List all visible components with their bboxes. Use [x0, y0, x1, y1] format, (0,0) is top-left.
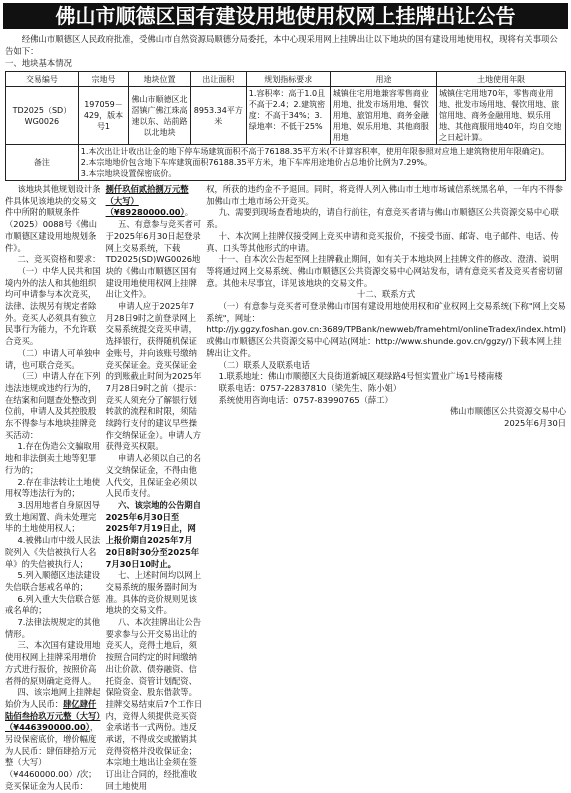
- header-area: 出让面积: [190, 72, 246, 87]
- paragraph: 六、该宗地的公告期自2025年6月30日至2025年7月19日止，网上报价期自2025年7月20日8时30分至2025年7月30日10时止。: [105, 499, 202, 569]
- paragraph: 1.存在伪造公文骗取用地和非法倒卖土地等犯罪行为的；: [5, 441, 101, 475]
- cell-use: 城镇住宅用地兼容零售商业用地、批发市场用地、餐饮用地、旅馆用地、商务金融用地、娱乐用地、其他商服用地: [330, 87, 436, 145]
- paragraph: 申请人应于2025年7月28日9时之前登录网上交易系统提交竞买申请，选择银行，获得随机保证金账号，并向该账号缴纳竞买保证金。竞买保证金的到账截止时间为2025年7月28日9时之前（提示：竞买人须充分了解银行划转款的流程和时限，须陆续跨行支付的建议早些操作交纳保证金）。申请人方获得竞买权限。: [105, 301, 202, 452]
- remarks-label: 备注: [6, 145, 79, 181]
- start-price: 肆亿肆仟陆佰叁拾玖万元整（大写）（¥446390000.00）: [5, 698, 101, 733]
- paragraph: [106, 184, 203, 219]
- header-planning: 规划指标要求: [246, 72, 330, 87]
- paragraph: 十一、自本次公告起至网上挂牌截止期间，如有关于本地块网上挂牌文件的修改、澄清、说明等将通过网上交易系统、佛山市顺德区公共资源交易中心网站发布，请有意竞买者及竞买者密切留意。其他未尽事宜，详见该地块的交易文件。: [206, 254, 563, 288]
- table-header-row: [6, 72, 566, 87]
- paragraph: 3.因用地者自身原因导致土地闲置、尚未处理完毕的土地使用权人；: [5, 499, 101, 534]
- cell-planning: 1.容积率：高于1.0且不高于2.4；2.建筑密度：不高于34%；3.绿地率：不低于25%: [246, 87, 330, 145]
- remark-item: 3.本宗地块设置保密底价。: [80, 169, 177, 178]
- cell-location: 佛山市顺德区北滘镇广佛江珠高速以东、站前路以北地块: [129, 87, 191, 145]
- paragraph: 系统使用咨询电话：0757-83990765（薛工）: [218, 394, 393, 405]
- cell-term: 城镇住宅用地70年，零售商业用地、批发市场用地、餐饮用地、旅馆用地、商务金融用地、娱乐用地、其他商服用地40年，均自交地之日起计算。: [437, 87, 566, 145]
- paragraph: 五、有意参与竞买者可于2025年6月30日起登录网上交易系统，下载TD2025(SD)WG0026地块的《佛山市顺德区国有建设用地使用权网上挂牌出让文件》。: [105, 219, 202, 300]
- paragraph: [5, 687, 102, 792]
- header-use: 用途: [330, 72, 436, 87]
- paragraph: （一）有意参与竞买者可登录佛山市国有建设用地使用权和矿业权网上交易系统(下称"网上交易系统"，网址：http://jy.ggzy.foshan.gov.cn:3689/TPBank/newweb/framehtml/onlineTradex/index.html)或佛山市顺德区公共资源交易中心网站(网址：http://www.shunde.gov.cn/ggzy/)下载本网上挂牌出让文件。: [206, 301, 567, 358]
- paragraph: 6.列入重大失信联合惩戒名单的；: [5, 593, 101, 616]
- column-3: [206, 184, 566, 620]
- remark-item: 1.本次出让计收出让金的地下停车场建筑面积不高于76188.35平方米(不计算容积率，使用年限参照对应地上建筑物使用年限确定)。: [80, 147, 549, 156]
- paragraph: 十、本次网上挂牌仅接受网上竞买申请和竞买报价，不接受书面、邮寄、电子邮件、电话、传真、口头等其他形式的申请。: [206, 230, 559, 253]
- paragraph: 7.法律法规规定的其他情形。: [5, 617, 101, 639]
- header-term: 土地使用年限: [437, 72, 566, 87]
- issuer: 佛山市顺德区公共资源交易中心: [449, 406, 567, 417]
- paragraph: 三、本次国有建设用地使用权网上挂牌采用增价方式进行报价，按照价高者得的原则确定竞得人。: [5, 640, 101, 686]
- parcel-table: [5, 71, 566, 181]
- issue-date: 2025年6月30日: [504, 418, 567, 429]
- paragraph: 该地块其他规划设计条件具体见该地块的交易文件中所附的顺规条件（2025）0088号《佛山市顺德区建设用地规划条件》。: [5, 184, 101, 253]
- paragraph: 十二、联系方式: [357, 289, 416, 300]
- page-title: 佛山市顺德区国有建设用地使用权网上挂牌出让公告: [3, 3, 568, 29]
- paragraph: 申请人必须以自己的名义交纳保证金，不得由他人代交，且保证金必须以人民币支付。: [105, 453, 202, 499]
- paragraph: 5.列入顺德区违法建设失信联合惩戒名单的；: [5, 570, 101, 592]
- column-1: [5, 184, 102, 791]
- paragraph: （二）联系人及联系电话: [218, 359, 310, 370]
- increment-text: ，另设保密底价，增价幅度为人民币：肆佰肆拾万元整（大写）（¥4460000.00）: [5, 722, 99, 780]
- cell-area: 8953.34平方米: [190, 87, 246, 145]
- paragraph: （二）申请人可单独申请，也可联合竞买。: [5, 347, 101, 370]
- column-2: [105, 184, 203, 791]
- remarks-cell: [78, 145, 565, 181]
- paragraph: 权，所获的违约金不予退回。同时，将竞得人列入佛山市土地市场诚信系统黑名单，一年内不得参加佛山市土地市场公开竞买。: [206, 184, 563, 206]
- header-parcel: 宗地号: [78, 72, 128, 87]
- remarks-row: [6, 145, 566, 181]
- paragraph: 4.被佛山市中级人民法院列入《失信被执行人名单》的失信被执行人；: [5, 535, 101, 569]
- cell-parcel: 197059－429，版本号1: [78, 87, 128, 145]
- cell-code: TD2025（SD）WG0026: [6, 87, 79, 145]
- paragraph: 八、本次挂牌出让公告要求参与公开交易出让的竞买人，竞得土地后，须按照合同约定的时间缴纳出让价款、债券融资、信托资金、资管计划配资、保险资金、股东借款等。挂牌交易结束后7个工作日内，竞得人须提供竞买资金承诺书一式两份。违反承诺，不得成交或撤销其竞得资格并没收保证金；本宗地土地出让金须在签订出让合同的，经批准收回土地使用: [105, 617, 203, 791]
- paragraph: 1.联系地址：佛山市顺德区大良街道新城区观绿路4号恒实置业广场1号楼南楼: [218, 371, 503, 382]
- punctuation: 。: [184, 207, 194, 218]
- paragraph: （一）中华人民共和国境内外的法人和其他组织均可申请参与本次竞买，法律、法规另有规定者除外。竞买人必须具有独立民事行为能力，不允许联合竞买。: [5, 265, 101, 347]
- body-columns: [5, 184, 567, 791]
- paragraph: 联系电话：0757-22837810（梁先生、陈小姐）: [218, 382, 402, 393]
- deposit-intro: /次；竞买保证金为人民币：: [5, 769, 97, 791]
- intro-paragraph: 经佛山市顺德区人民政府批准，受佛山市自然资源局顺德分局委托，本中心现采用网上挂牌出让以下地块的国有建设用地使用权，现将有关事项公告如下：: [5, 34, 558, 56]
- remark-item: 2.本宗地地价包含地下车库建筑面积76188.35平方米，地下车库用途地价占总地价比例为7.29%。: [80, 158, 433, 167]
- deposit-amount: 捌仟玖佰贰拾捌万元整（大写）（¥89280000.00）: [105, 184, 189, 218]
- paragraph: 七、上述时间均以网上交易系统的服务器时间为准。具体的竞价规则见该地块的交易文件。: [105, 570, 202, 616]
- price-intro: 四、该宗地网上挂牌起始价为人民币：: [5, 687, 101, 709]
- paragraph: 九、需要到现场查看地块的，请自行前往，有意竞买者请与佛山市顺德区公共资源交易中心联系。: [206, 207, 559, 230]
- paragraph: 二、竞买资格和要求：: [17, 254, 101, 265]
- paragraph: （三）申请人存在下列违法违规或违约行为的，在结案和问题查处整改到位前，申请人及其控股股东不得参与本地块挂牌竞买活动：: [5, 371, 101, 440]
- paragraph: 2.存在非法转让土地使用权等违法行为的；: [5, 476, 101, 499]
- section-heading: 一、地块基本情况: [5, 58, 72, 68]
- table-row: [6, 87, 566, 145]
- header-code: 交易编号: [6, 72, 79, 87]
- header-location: 地块位置: [129, 72, 191, 87]
